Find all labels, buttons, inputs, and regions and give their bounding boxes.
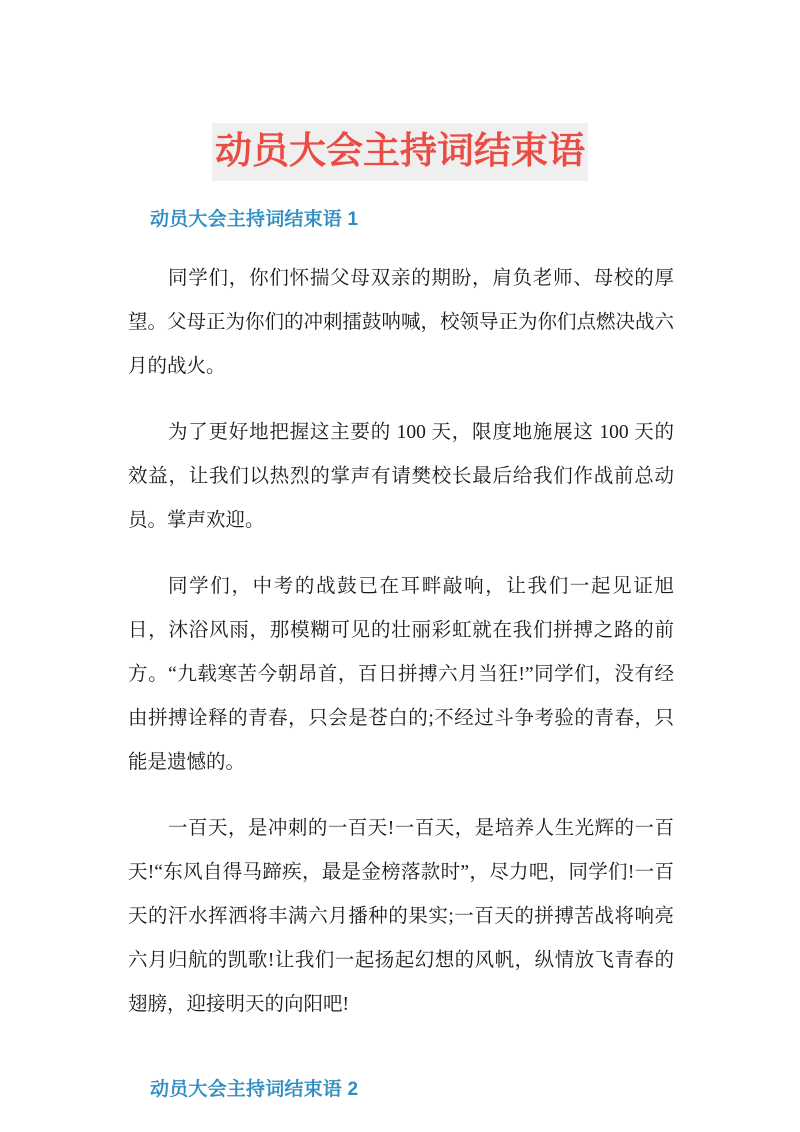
paragraph: 一百天，是冲刺的一百天!一百天，是培养人生光辉的一百天!“东风自得马蹄疾，最是金榜落款时”，尽力吧，同学们!一百天的汗水挥洒将丰满六月播种的果实;一百天的拼搏苦战将响亮六月归航的凯歌!让我们一起扬起幻想的风帆，纵情放飞青春的翅膀，迎接明天的向阳吧!: [128, 818, 674, 1015]
section-heading-2: 动员大会主持词结束语 2: [150, 1079, 359, 1100]
page-title-container: [0, 98, 800, 206]
section-heading-1: 动员大会主持词结束语 1: [150, 209, 359, 230]
paragraph: 同学们，中考的战鼓已在耳畔敲响，让我们一起见证旭日，沐浴风雨，那模糊可见的壮丽彩虹就在我们拼搏之路的前方。“九载寒苦今朝昂首，百日拼搏六月当狂!”同学们，没有经由拼搏诠释的青春，只会是苍白的;不经过斗争考验的青春，只能是遗憾的。: [128, 576, 674, 773]
paragraph: 同学们，你们怀揣父母双亲的期盼，肩负老师、母校的厚望。父母正为你们的冲刺擂鼓呐喊，校领导正为你们点燃决战六月的战火。: [128, 268, 675, 377]
page-title: 动员大会主持词结束语: [212, 123, 588, 181]
paragraph: 为了更好地把握这主要的 100 天，限度地施展这 100 天的效益，让我们以热烈的掌声有请樊校长最后给我们作战前总动员。掌声欢迎。: [128, 422, 674, 531]
document-body: [128, 205, 674, 1105]
